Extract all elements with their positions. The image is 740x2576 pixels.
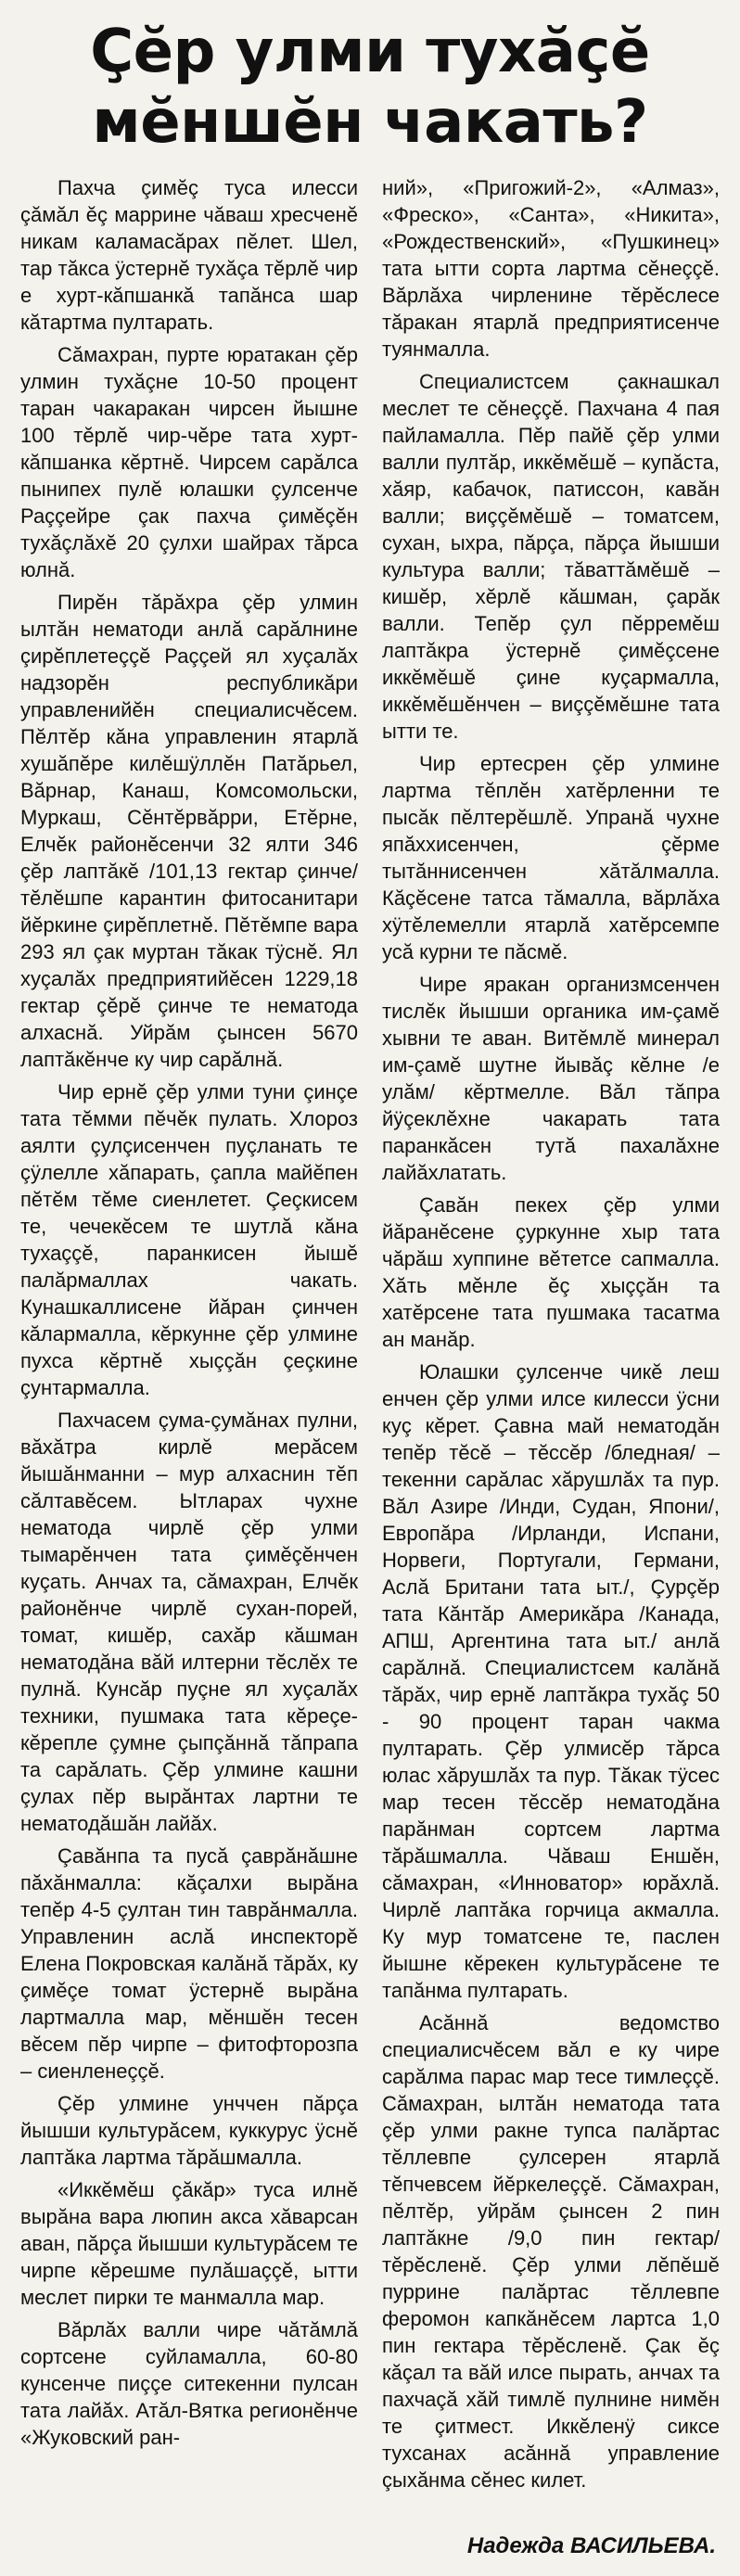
article-paragraph: Специалистсем çакнашкал меслет те сĕнеççĕ. Пахчана 4 пая пайламалла. Пĕр пайĕ çĕр улми валли пултăр, иккĕмĕшĕ – купăста, хăяр, кабачок, патиссон, кавăн валли; виççĕмĕшĕ – томатсем, сухан, ыхра, пăрçа, пăрçа йышши культура валли; тăваттăмĕшĕ – кишĕр, хĕрлĕ кăшман, çарăк валли. Тепĕр çул пĕрремĕш лаптăкра ÿстернĕ çимĕçсене иккĕмĕшĕ çине куçармалла, иккĕмĕшĕнчен – виççĕмĕшне тата ытти те. xyxy=(382,370,720,743)
article-paragraph: Чир ертесрен çĕр улмине лартма тĕплĕн хатĕрленни те пысăк пĕлтерĕшлĕ. Упранă чухне япăххисенчен, çĕрме тытăннисенчен хăтăлмалла. Кăçĕсене татса тăмалла, вăрлăха хÿтĕлемелли ятарлă хатĕрсемпе усă курни те пăсмĕ. xyxy=(382,752,720,963)
article-paragraph: Çавăн пекех çĕр улми йăранĕсене çуркунне хыр тата чăрăш хуппине вĕтетсе сапмалла. Хăть мĕнле ĕç хыççăн та хатĕрсене тата пушмака тасатма ан манăр. xyxy=(382,1193,720,1351)
article-paragraph: Юлашки çулсенче чикĕ леш енчен çĕр улми илсе килесси ÿсни куç кĕрет. Çавна май нематодăн тепĕр тĕсĕ – тĕссĕр /бледная/ – текенни сарăлас хăрушлăх та пур. Вăл Азире /Инди, Судан, Япони/, Европăра /Ирланди, Испани, Норвеги, Португали, Германи, Аслă Британи тата ыт./, Çурçĕр тата Кăнтăр Америкăра /Канада, АПШ, Аргентина тата ыт./ анлă сарăлнă. Специалистсем калăнă тăрăх, чир ернĕ лаптăкра тухăç 50 - 90 процент таран чакма пултарать. Çĕр улмисĕр тăрса юлас хăрушлăх та пур. Тăкак тÿсес мар тесен тĕссĕр нематодăна парăнман сортсем лартма тăрăшмалла. Чăваш Еншĕн, сăмахран, «Инноватор» юрăхлă. Чирлĕ лаптăка горчица акмалла. Ку мур томатсене те, паслен йышне кĕрекен культурăсене те тапăнма пултарать. xyxy=(382,1360,720,2002)
headline-line-2: мĕншĕн чакать? xyxy=(92,88,648,157)
article-columns xyxy=(20,174,720,2499)
right-column xyxy=(382,174,720,2499)
article-paragraph: Асăннă ведомство специалисчĕсем вăл е ку чире сарăлма парас мар тесе тимлеççĕ. Сăмахран, ылтăн нематода тата çĕр улми ракне тупса палăртас тĕллевпе çулсерен ятарлă тĕпчевсем йĕркелеççĕ. Сăмахран, пĕлтĕр, уйрăм çынсен 2 пин лаптăкне /9,0 пин гектар/ тĕрĕсленĕ. Çĕр улми лĕпĕшĕ пуррине палăртас тĕллевпе феромон капкăнĕсем лартса 1,0 пин гектара тĕрĕсленĕ. Çак ĕç кăçал та вăй илсе пырать, анчах та пахчаçă хăй тимлĕ пулнине нимĕн те çитмест. Иккĕленÿ сиксе тухсанах асăннă управление çыхăнма сĕнес килет. xyxy=(382,2011,720,2492)
headline-line-1: Çĕр улми тухăçĕ xyxy=(90,18,650,86)
left-column xyxy=(20,174,358,2499)
article-paragraph: Сăмахран, пурте юратакан çĕр улмин тухăçне 10-50 процент таран чакаракан чирсен йышне 100 тĕрлĕ чир-чĕре тата хурт-кăпшанка кĕртнĕ. Чирсем сарăлса пынипех пулĕ юлашки çулсенче Раççейре çак пахча çимĕçĕн тухăçлăхĕ 20 çулхи шайрах тăрса юлнă. xyxy=(20,343,358,581)
article-paragraph: Пирĕн тăрăхра çĕр улмин ылтăн нематоди анлă сарăлнине çирĕплетеççĕ Раççей ял хуçалăх надзорĕн республикăри управленийĕн специалисчĕсем. Пĕлтĕр кăна управленин ятарлă хушăпĕре килĕшÿллĕн Патăрьел, Вăрнар, Канаш, Комсомольски, Муркаш, Сĕнтĕрвăрри, Етĕрне, Елчĕк районĕсенчи 32 ялти 346 çĕр лаптăкĕ /101,13 гектар çинче/ тĕлĕшпе карантин фитосанитари йĕркине çирĕплетнĕ. Пĕтĕмпе вара 293 ял çак муртан тăкак тÿснĕ. Ял хуçалăх предприятийĕсен 1229,18 гектар çĕрĕ çинче те нематода алхаснă. Уйрăм çынсен 5670 лаптăкĕнче ку чир сарăлнă. xyxy=(20,591,358,1071)
headline xyxy=(20,17,720,158)
article-paragraph: Чире яракан организмсенчен тислĕк йышши органика им-çамĕ хывни те аван. Витĕмлĕ минерал им-çамĕ шутне йывăç кĕлне /е улăм/ кĕртмелле. Вăл тăпра йÿçеклĕхне чакарать тата паранкăсен тутă пахалăхне лайăхлатать. xyxy=(382,973,720,1184)
article-paragraph: Вăрлăх валли чире чăтăмлă сортсене суйламалла, 60-80 кунсенче пиççе ситекенни пулсан тата лайăх. Атăл-Вятка регионĕнче «Жуковский ран- xyxy=(20,2318,358,2449)
article-paragraph: Çĕр улмине унччен пăрçа йышши культурăсем, куккурус ÿснĕ лаптăка лартма тăрăшмалла. xyxy=(20,2092,358,2169)
article-paragraph: ний», «Пригожий-2», «Алмаз», «Фреско», «Санта», «Никита», «Рождественский», «Пушкинец» тата ытти сорта лартма сĕнеççĕ. Вăрлăха чирленине тĕрĕслесе тăракан ятарлă предприятисенче туянмалла. xyxy=(382,176,720,361)
author-signature: Надежда ВАСИЛЬЕВА. xyxy=(466,2533,716,2558)
article-paragraph: Çавăнпа та пусă çаврăнăшне пăхăнмалла: кăçалхи вырăна тепĕр 4-5 çултан тин таврăнмалла. Управленин аслă инспекторĕ Елена Покровская калăнă тăрăх, ку çимĕçе томат ÿстернĕ вырăна лартмалла мар, мĕншĕн тесен вĕсем пĕр чирпе – фитофторозпа – сиенленеççĕ. xyxy=(20,1844,358,2083)
article-paragraph: Чир ернĕ çĕр улми туни çинçе тата тĕмми пĕчĕк пулать. Хлороз аялти çулçисенчен пуçланать те çÿлелле хăпарать, çапла майĕпен пĕтĕм тĕме сиенлетет. Çеçкисем те, чечекĕсем те шутлă кăна тухаççĕ, паранкисен йышĕ палăрмаллах чакать. Кунашкаллисене йăран çинчен кăлармалла, кĕркунне çĕр улмине пухса кĕртнĕ хыççăн çеçкине çунтармалла. xyxy=(20,1080,358,1399)
article-paragraph: «Иккĕмĕш çăкăр» туса илнĕ вырăна вара люпин акса хăварсан аван, пăрçа йышши культурăсем те чирпе кĕрешме пулăшаççĕ, ытти меслет пирки те манмалла мар. xyxy=(20,2178,358,2309)
article-paragraph: Пахчасем çума-çумăнах пулни, вăхăтра кирлĕ мерăсем йышăнманни – мур алхаснин тĕп сăлтавĕсем. Ытларах чухне нематода чирлĕ çĕр улми тымарĕнчен тата çимĕçĕнчен куçать. Анчах та, сăмахран, Елчĕк районĕнче чирлĕ сухан-порей, томат, кишĕр, сахăр кăшман нематодăна вăй илтерни тĕслĕх те пулнă. Кунсăр пуçне ял хуçалăх техники, пушмака тата кĕреçе-кĕрепле çумне çыпçăннă тăпрапа та сарăлать. Çĕр улмине кашни çулах пĕр вырăнтах лартни те нематодăшăн лайăх. xyxy=(20,1409,358,1835)
article-paragraph: Пахча çимĕç туса илесси çăмăл ĕç маррине чăваш хресченĕ никам каламасăрах пĕлет. Шел, тар тăкса ÿстернĕ тухăçа тĕрлĕ чир е хурт-кăпшанкă тапăнса шар кăтартма пултарать. xyxy=(20,176,358,334)
